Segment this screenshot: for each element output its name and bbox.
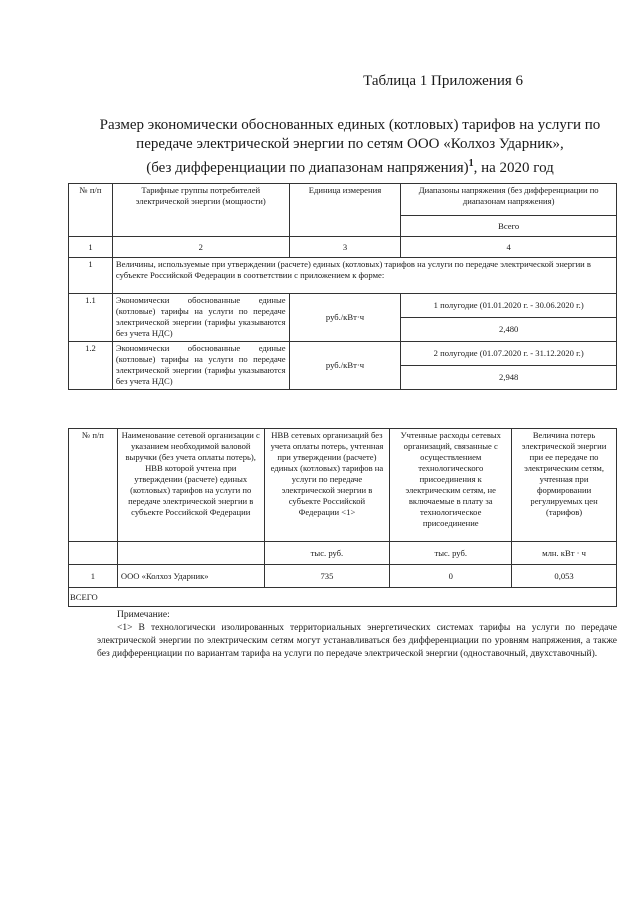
- row-value: 2,480: [401, 318, 617, 342]
- title-footnote-mark: 1: [468, 158, 474, 169]
- tariff-table-header: [69, 184, 617, 216]
- header-unit: Единица измерения: [289, 184, 401, 237]
- row-loss: 0,053: [512, 565, 617, 588]
- document-reference: Таблица 1 Приложения 6: [363, 73, 523, 89]
- note-text: <1> В технологически изолированных территориальных энергетических системах тарифы на услуги по передаче электрической энергии по электрическим сетям могут устанавливаться без дифференциации по уровням напряжения, а также без дифференциации по вариантам тарифа на услуги по передаче электрической энергии (одноставочный, двухставочный).: [97, 623, 617, 659]
- unit-nvv: тыс. руб.: [264, 542, 390, 565]
- header-num: № п/п: [69, 429, 118, 542]
- row-period: 2 полугодие (01.07.2020 г. - 31.12.2020 г.): [401, 342, 617, 366]
- row-num: 1: [69, 258, 113, 294]
- title-line-3-text: (без дифференциации по диапазонам напряжения): [146, 160, 469, 176]
- index-row: [69, 237, 617, 258]
- nvv-table-header: [69, 429, 617, 542]
- row-nvv: 735: [264, 565, 390, 588]
- unit-costs: тыс. руб.: [390, 542, 512, 565]
- row-costs: 0: [390, 565, 512, 588]
- tariff-table: [68, 183, 617, 390]
- document-title: [60, 116, 640, 178]
- row-num: 1: [69, 565, 118, 588]
- table-row: [69, 565, 617, 588]
- index-cell: 3: [289, 237, 401, 258]
- row-num: 1.1: [69, 294, 113, 342]
- row-text: Величины, используемые при утверждении (расчете) единых (котловых) тарифов на услуги по передаче электрической энергии в субъекте Российской Федерации в соответствии с приложением к форме:: [112, 258, 616, 294]
- total-row: [69, 588, 617, 607]
- index-cell: 2: [112, 237, 289, 258]
- title-line-3-tail: , на 2020 год: [473, 160, 554, 176]
- header-ranges: Диапазоны напряжения (без дифференциации по диапазонам напряжения): [401, 184, 617, 216]
- row-unit: руб./кВт·ч: [289, 342, 401, 390]
- table-row: [69, 258, 617, 294]
- row-period: 1 полугодие (01.01.2020 г. - 30.06.2020 г.): [401, 294, 617, 318]
- row-value: 2,948: [401, 366, 617, 390]
- unit-loss: млн. кВт · ч: [512, 542, 617, 565]
- table-row: [69, 342, 617, 366]
- header-loss: Величина потерь электрической энергии при ее передаче по электрическим сетям, учтенная при формировании регулируемых цен (тарифов): [512, 429, 617, 542]
- index-cell: 4: [401, 237, 617, 258]
- total-label: ВСЕГО: [69, 588, 617, 607]
- header-groups: Тарифные группы потребителей электрической энергии (мощности): [112, 184, 289, 237]
- header-costs: Учтенные расходы сетевых организаций, связанные с осуществлением технологического присоединения к электрическим сетям, не включаемые в плату за технологическое присоединение: [390, 429, 512, 542]
- row-num: 1.2: [69, 342, 113, 390]
- title-line-3: [60, 154, 640, 178]
- index-cell: 1: [69, 237, 113, 258]
- note-title: Примечание:: [117, 610, 170, 620]
- row-unit: руб./кВт·ч: [289, 294, 401, 342]
- table-row: [69, 294, 617, 318]
- row-org: ООО «Колхоз Ударник»: [117, 565, 264, 588]
- nvv-table: [68, 428, 617, 607]
- row-text: Экономически обоснованные единые (котловые) тарифы на услуги по передаче электрической энергии (тарифы указываются без учета НДС): [112, 342, 289, 390]
- row-text: Экономически обоснованные единые (котловые) тарифы на услуги по передаче электрической энергии (тарифы указываются без учета НДС): [112, 294, 289, 342]
- title-line-2: передаче электрической энергии по сетям ООО «Колхоз Ударник»,: [136, 136, 564, 152]
- header-total: Всего: [401, 216, 617, 237]
- header-org: Наименование сетевой организации с указанием необходимой валовой выручки (без учета оплаты потерь), НВВ которой учтена при утверждении (расчете) единых (котловых) тарифов на услуги по передаче электрической энергии в субъекте Российской Федерации: [117, 429, 264, 542]
- header-nvv: НВВ сетевых организаций без учета оплаты потерь, учтенная при утверждении (расчете) единых (котловых) тарифов на услуги по передаче электрической энергии в субъекте Российской Федерации <1>: [264, 429, 390, 542]
- header-num: № п/п: [69, 184, 113, 237]
- title-line-1: Размер экономически обоснованных единых (котловых) тарифов на услуги по: [99, 117, 601, 133]
- units-row: [69, 542, 617, 565]
